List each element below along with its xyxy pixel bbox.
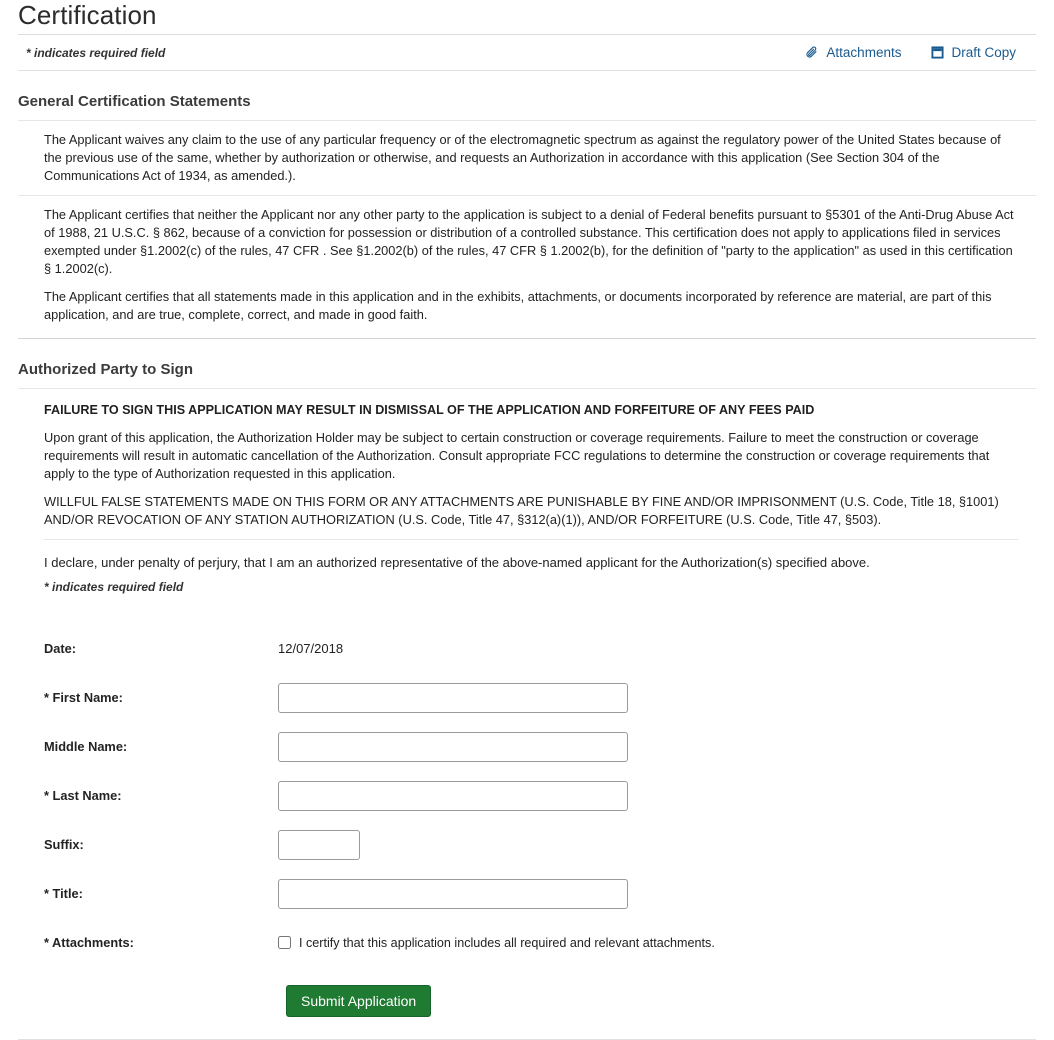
last-name-row bbox=[26, 771, 1036, 820]
attachments-link[interactable] bbox=[805, 45, 901, 60]
attachments-check-group bbox=[278, 936, 715, 950]
submit-application-button[interactable]: Submit Application bbox=[286, 985, 431, 1017]
divider bbox=[18, 195, 1036, 196]
title-input[interactable] bbox=[278, 879, 628, 909]
date-value: 12/07/2018 bbox=[278, 641, 344, 656]
signature-form bbox=[18, 624, 1036, 1017]
divider bbox=[18, 338, 1036, 339]
divider bbox=[18, 120, 1036, 121]
authorized-paragraph-2: WILLFUL FALSE STATEMENTS MADE ON THIS FORM OR ANY ATTACHMENTS ARE PUNISHABLE BY FINE AND/OR IMPRISONMENT (U.S. Code, Title 18, §1001) AND/OR REVOCATION OF ANY STATION AUTHORIZATION (U.S. Code, Title 47, §312(a)(1)), AND/OR FORFEITURE (U.S. Code, Title 47, §503). bbox=[44, 494, 999, 527]
last-name-input[interactable] bbox=[278, 781, 628, 811]
authorized-party-block bbox=[18, 401, 1036, 594]
general-statement-2: The Applicant certifies that neither the Applicant nor any other party to the application is subject to a denial of Federal benefits pursuant to §5301 of the Anti-Drug Abuse Act of 1988, 21 U.S.C. § 862, because of a conviction for possession or distribution of a controlled substance. This certification does not apply to applications filed in services exempted under §1.2002(c) of the rules, 47 CFR . See §1.2002(b) of the rules, 47 CFR § 1.2002(b), for the definition of "party to the application" as used in this certification § 1.2002(c). bbox=[44, 207, 1014, 276]
title-row bbox=[26, 869, 1036, 918]
attachments-label: * Attachments: bbox=[44, 935, 134, 950]
first-name-label: * First Name: bbox=[44, 690, 123, 705]
general-statement-1: The Applicant waives any claim to the use of any particular frequency or of the electromagnetic spectrum as against the regulatory power of the United States because of the previous use of the same, whether by authorization or otherwise, and requests an Authorization in accordance with this application (See Section 304 of the Communications Act of 1934, as amended.). bbox=[44, 132, 1001, 183]
suffix-row bbox=[26, 820, 1036, 869]
date-label: Date: bbox=[44, 641, 76, 656]
general-statement-3: The Applicant certifies that all statements made in this application and in the exhibits, attachments, or documents incorporated by reference are material, are part of this application, and are true, complete, correct, and made in good faith. bbox=[44, 289, 992, 322]
last-name-label: * Last Name: bbox=[44, 788, 122, 803]
declaration-text: I declare, under penalty of perjury, that I am an authorized representative of the above-named applicant for the Authorization(s) specified above. bbox=[44, 555, 870, 570]
attachments-checkbox[interactable] bbox=[278, 936, 291, 949]
divider bbox=[18, 388, 1036, 389]
middle-name-input[interactable] bbox=[278, 732, 628, 762]
subheader-row bbox=[18, 35, 1036, 71]
date-row bbox=[26, 624, 1036, 673]
middle-name-row bbox=[26, 722, 1036, 771]
first-name-input[interactable] bbox=[278, 683, 628, 713]
first-name-row bbox=[26, 673, 1036, 722]
general-certification-heading: General Certification Statements bbox=[18, 93, 251, 110]
required-field-note-2: * indicates required field bbox=[44, 580, 184, 594]
attachments-row bbox=[26, 918, 1036, 967]
page-title: Certification bbox=[18, 0, 157, 30]
top-links bbox=[805, 45, 1036, 60]
draft-copy-link-label: Draft Copy bbox=[951, 45, 1016, 60]
paperclip-icon bbox=[805, 46, 819, 60]
document-icon bbox=[931, 46, 944, 59]
attachments-checkbox-label: I certify that this application includes all required and relevant attachments. bbox=[299, 935, 715, 950]
failure-to-sign-warning: FAILURE TO SIGN THIS APPLICATION MAY RESULT IN DISMISSAL OF THE APPLICATION AND FORFEITURE OF ANY FEES PAID bbox=[44, 403, 815, 417]
divider bbox=[44, 539, 1018, 540]
draft-copy-link[interactable] bbox=[931, 45, 1016, 60]
authorized-paragraph-1: Upon grant of this application, the Authorization Holder may be subject to certain construction or coverage requirements. Failure to meet the construction or coverage requirements will result in automatic cancellation of the Authorization. Consult appropriate FCC regulations to determine the construction or coverage requirements that apply to the type of Authorization requested in this application. bbox=[44, 430, 990, 481]
middle-name-label: Middle Name: bbox=[44, 739, 128, 754]
title-label: * Title: bbox=[44, 886, 83, 901]
attachments-link-label: Attachments bbox=[826, 45, 902, 60]
suffix-input[interactable] bbox=[278, 830, 360, 860]
required-field-note: * indicates required field bbox=[26, 45, 166, 60]
submit-row bbox=[26, 985, 1036, 1017]
authorized-party-heading: Authorized Party to Sign bbox=[18, 361, 194, 378]
suffix-label: Suffix: bbox=[44, 837, 84, 852]
